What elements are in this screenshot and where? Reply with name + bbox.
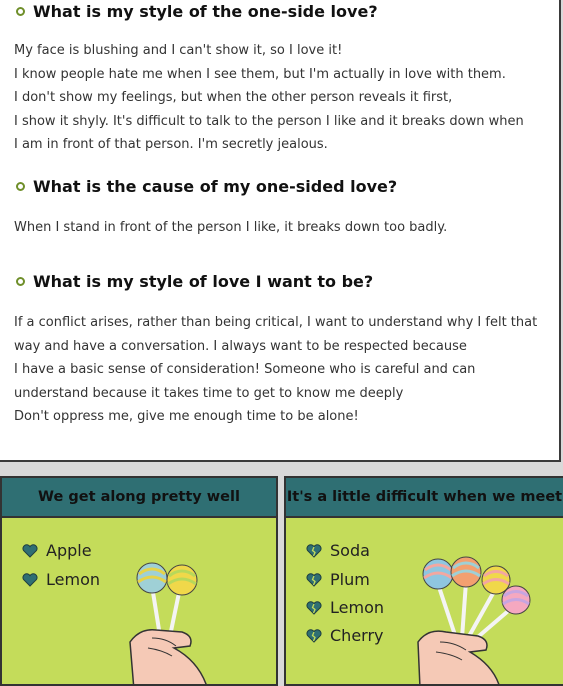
broken-heart-icon	[306, 544, 322, 558]
list-item-label: Cherry	[330, 626, 384, 645]
list-item	[306, 570, 370, 589]
list-item	[306, 626, 384, 645]
broken-heart-icon	[306, 601, 322, 615]
body-line: When I stand in front of the person I like, it breaks down too badly.	[14, 220, 448, 235]
body-line: I don't show my feelings, but when the other person reveals it first,	[14, 90, 453, 106]
broken-heart-icon	[306, 629, 322, 643]
bullet-icon	[16, 182, 25, 191]
list-item	[306, 541, 370, 560]
body-line: I have a basic sense of consideration! Someone who is careful and can	[14, 362, 476, 378]
section-body	[14, 39, 524, 157]
difficult-card	[284, 476, 563, 686]
body-line: If a conflict arises, rather than being critical, I want to understand why I felt that	[14, 315, 538, 330]
body-line: I know people hate me when I see them, but I'm actually in love with them.	[14, 66, 506, 82]
body-line: understand because it takes time to get to know me deeply	[14, 385, 404, 401]
bullet-icon	[16, 277, 25, 286]
body-line: I show it shyly. It's difficult to talk to the person I like and it breaks down when	[14, 113, 524, 129]
card-title: It's a little difficult when we meet	[286, 478, 563, 518]
list-item-label: Lemon	[46, 570, 100, 589]
body-line: way and have a conversation. I always want to be respected because	[14, 338, 467, 354]
section-body	[14, 216, 447, 240]
bullet-icon	[16, 7, 25, 16]
section-body	[14, 311, 537, 429]
list-item-label: Apple	[46, 541, 92, 560]
compatible-card	[0, 476, 278, 686]
section-question: What is my style of love I want to be?	[33, 272, 374, 291]
body-line: Don't oppress me, give me enough time to be alone!	[14, 409, 359, 425]
broken-heart-icon	[306, 573, 322, 587]
body-line: My face is blushing and I can't show it, so I love it!	[14, 43, 343, 58]
heart-icon	[22, 573, 38, 587]
heart-icon	[22, 544, 38, 558]
section-question: What is the cause of my one-sided love?	[33, 177, 398, 196]
body-line: I am in front of that person. I'm secretly jealous.	[14, 137, 328, 153]
list-item	[22, 570, 100, 589]
section-heading	[16, 2, 378, 21]
lollipop-hand-illustration	[416, 548, 563, 686]
lollipop-hand-illustration	[122, 550, 272, 686]
section-heading	[16, 177, 397, 196]
list-item	[22, 541, 92, 560]
section-heading	[16, 272, 373, 291]
card-title: We get along pretty well	[2, 478, 276, 518]
list-item-label: Soda	[330, 541, 370, 560]
list-item	[306, 598, 384, 617]
section-question: What is my style of the one-side love?	[33, 2, 378, 21]
list-item-label: Lemon	[330, 598, 384, 617]
list-item-label: Plum	[330, 570, 370, 589]
